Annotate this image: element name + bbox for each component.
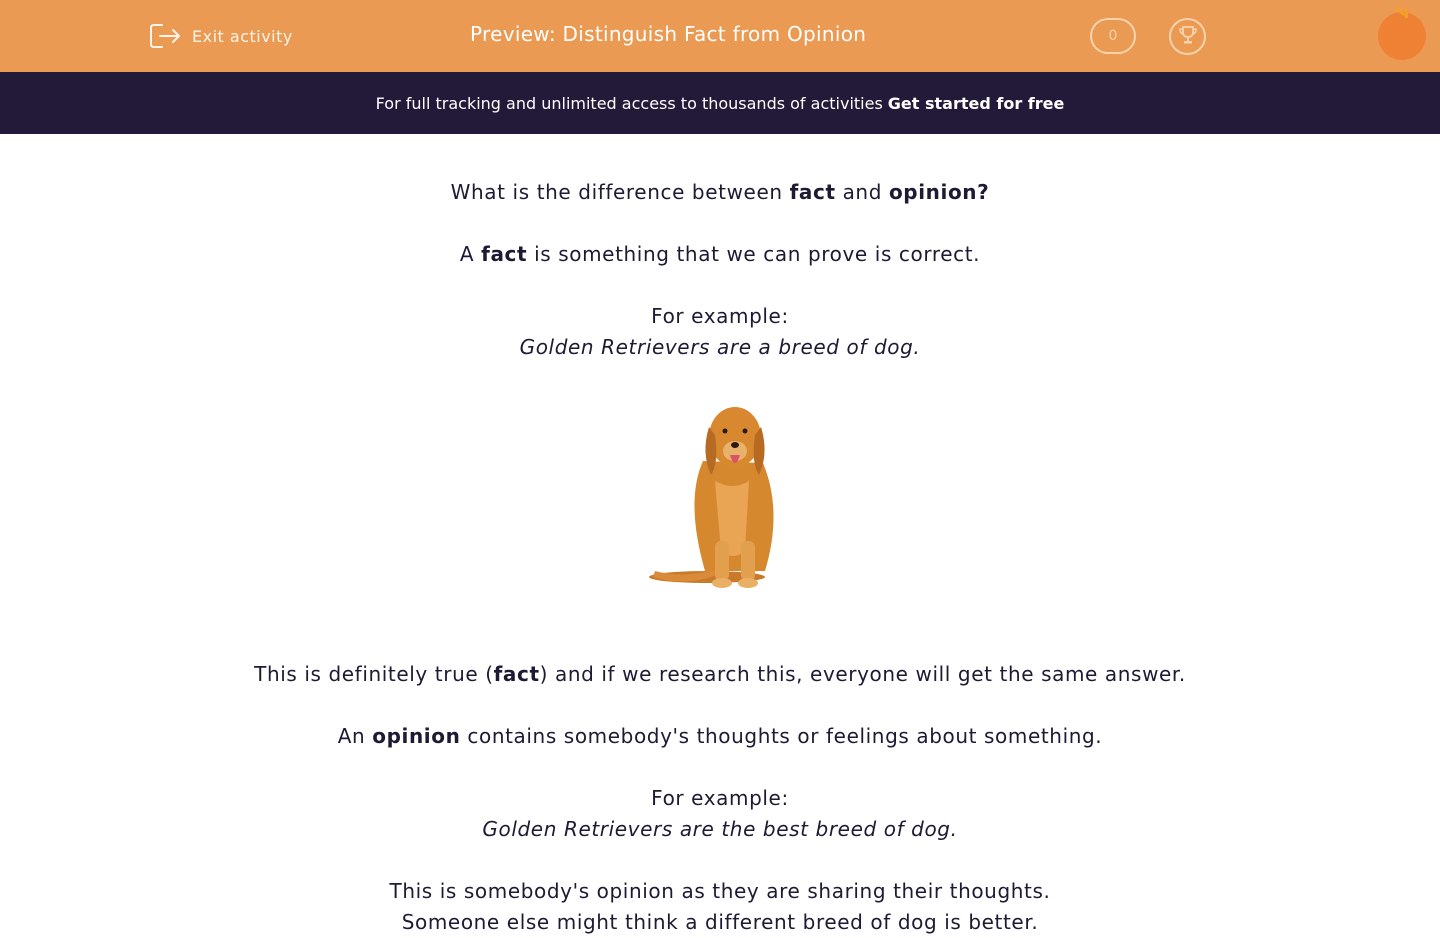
score-badge: 0 (1090, 18, 1136, 54)
opinion-definition-start: An (337, 724, 373, 748)
example-fact: Golden Retrievers are a breed of dog. (519, 335, 921, 359)
fact-explanation-rest: ) and if we research this, everyone will get the same answer. (539, 662, 1186, 686)
example-opinion: Golden Retrievers are the best breed of dog. (482, 817, 958, 841)
question-opinion-word: opinion? (888, 180, 990, 204)
signup-banner (0, 72, 1440, 134)
fact-explanation (0, 659, 1440, 690)
fact-definition-rest: is something that we can prove is correct. (527, 242, 981, 266)
opinion-definition-rest: contains somebody's thoughts or feelings about something. (460, 724, 1103, 748)
question-line (0, 177, 1440, 208)
trophy-icon (1177, 24, 1199, 50)
example-label-1: For example: (651, 304, 789, 328)
exit-activity-label: Exit activity (192, 26, 293, 46)
fact-definition (0, 239, 1440, 270)
fact-explanation-word: fact (493, 662, 540, 686)
example-label-2: For example: (651, 786, 789, 810)
opinion-explanation-1: This is somebody's opinion as they are sharing their thoughts. (389, 879, 1051, 903)
golden-retriever-image (645, 401, 795, 606)
question-and: and (835, 180, 889, 204)
page-title: Preview: Distinguish Fact from Opinion (470, 22, 867, 46)
question-fact-word: fact (789, 180, 836, 204)
opinion-explanation-2: Someone else might think a different breed of dog is better. (401, 910, 1039, 934)
banner-text: For full tracking and unlimited access to thousands of activities (375, 93, 883, 113)
dog-image-container (0, 363, 1440, 629)
fact-definition-start: A (459, 242, 482, 266)
lesson-content (0, 134, 1440, 938)
opinion-definition (0, 721, 1440, 752)
exit-activity-button[interactable] (148, 20, 293, 52)
question-text: What is the difference between (450, 180, 790, 204)
fact-explanation-start: This is definitely true ( (254, 662, 494, 686)
trophy-button[interactable] (1169, 18, 1206, 55)
get-started-link[interactable]: Get started for free (887, 93, 1065, 113)
top-bar (0, 0, 1440, 72)
orange-logo-icon (1372, 4, 1440, 72)
opinion-definition-word: opinion (372, 724, 461, 748)
fact-definition-word: fact (481, 242, 528, 266)
exit-icon (148, 21, 182, 51)
